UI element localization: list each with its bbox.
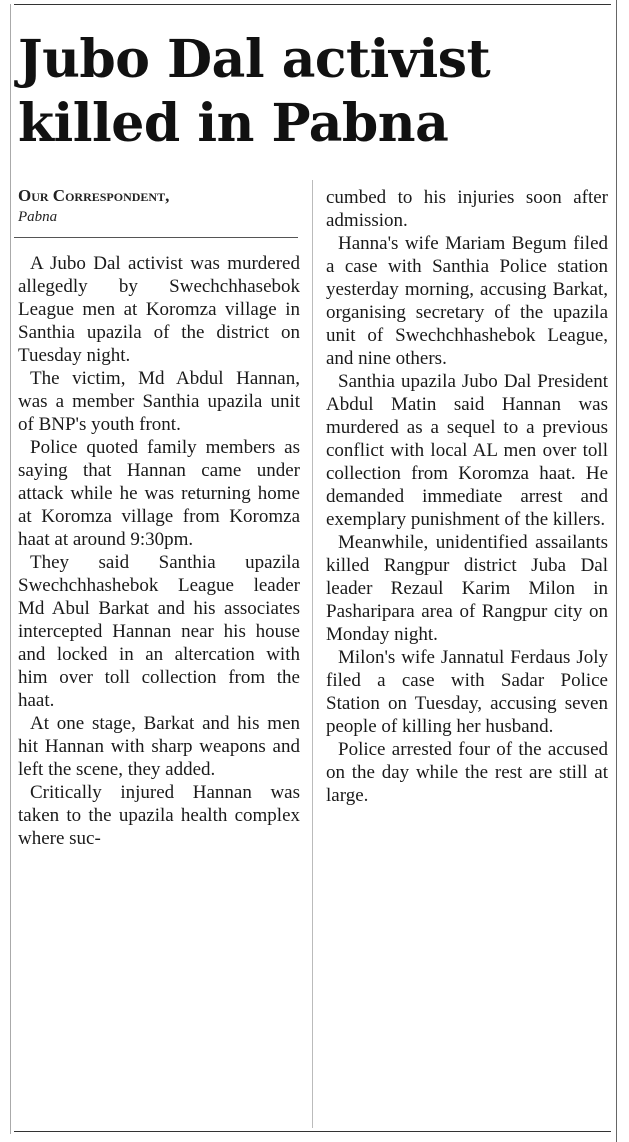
paragraph: Meanwhile, unidentified assailants killed Rangpur district Juba Dal leader Rezaul Karim Milon in Pasharipara area of Rangpur city on Monday night. — [326, 532, 608, 645]
article-column-left — [18, 252, 300, 850]
headline: Jubo Dal activist killed in Pabna — [18, 29, 491, 154]
paragraph: They said Santhia upazila Swechchhashebok League leader Md Abul Barkat and his associates intercepted Hannan near his house and locked in an altercation with him over toll collection from the haat. — [18, 552, 300, 711]
paragraph: At one stage, Barkat and his men hit Hannan with sharp weapons and left the scene, they added. — [18, 713, 300, 780]
dateline: Pabna — [18, 209, 58, 225]
column-divider — [312, 180, 313, 1128]
paragraph: Critically injured Hannan was taken to the upazila health complex where suc- — [18, 782, 300, 849]
paragraph: Santhia upazila Jubo Dal President Abdul Matin said Hannan was murdered as a sequel to a previous conflict with local AL men over toll collection from Koromza haat. He demanded immediate arrest and exemplary punishment of the killers. — [326, 371, 608, 530]
paragraph: The victim, Md Abdul Hannan, was a member Santhia upazila unit of BNP's youth front. — [18, 368, 300, 435]
paragraph-continued: cumbed to his injuries soon after admission. — [326, 187, 608, 231]
right-rule — [616, 0, 617, 1142]
paragraph: Hanna's wife Mariam Begum filed a case with Santhia Police station yesterday morning, accusing Barkat, organising secretary of the upazila unit of Swechchhashebok League, and nine others. — [326, 233, 608, 369]
paragraph: Police quoted family members as saying that Hannan came under attack while he was returning home at Koromza village from Koromza haat at around 9:30pm. — [18, 437, 300, 550]
top-rule — [14, 4, 611, 5]
bottom-rule — [14, 1131, 611, 1132]
left-rule — [10, 4, 11, 1134]
byline: Our Correspondent, — [18, 186, 170, 205]
paragraph: Milon's wife Jannatul Ferdaus Joly filed a case with Sadar Police Station on Tuesday, accusing seven people of killing her husband. — [326, 647, 608, 737]
article-column-right — [326, 186, 608, 807]
paragraph: A Jubo Dal activist was murdered allegedly by Swechchhasebok League men at Koromza village in Santhia upazila of the district on Tuesday night. — [18, 253, 300, 366]
byline-rule — [14, 237, 298, 238]
paragraph: Police arrested four of the accused on the day while the rest are still at large. — [326, 739, 608, 806]
